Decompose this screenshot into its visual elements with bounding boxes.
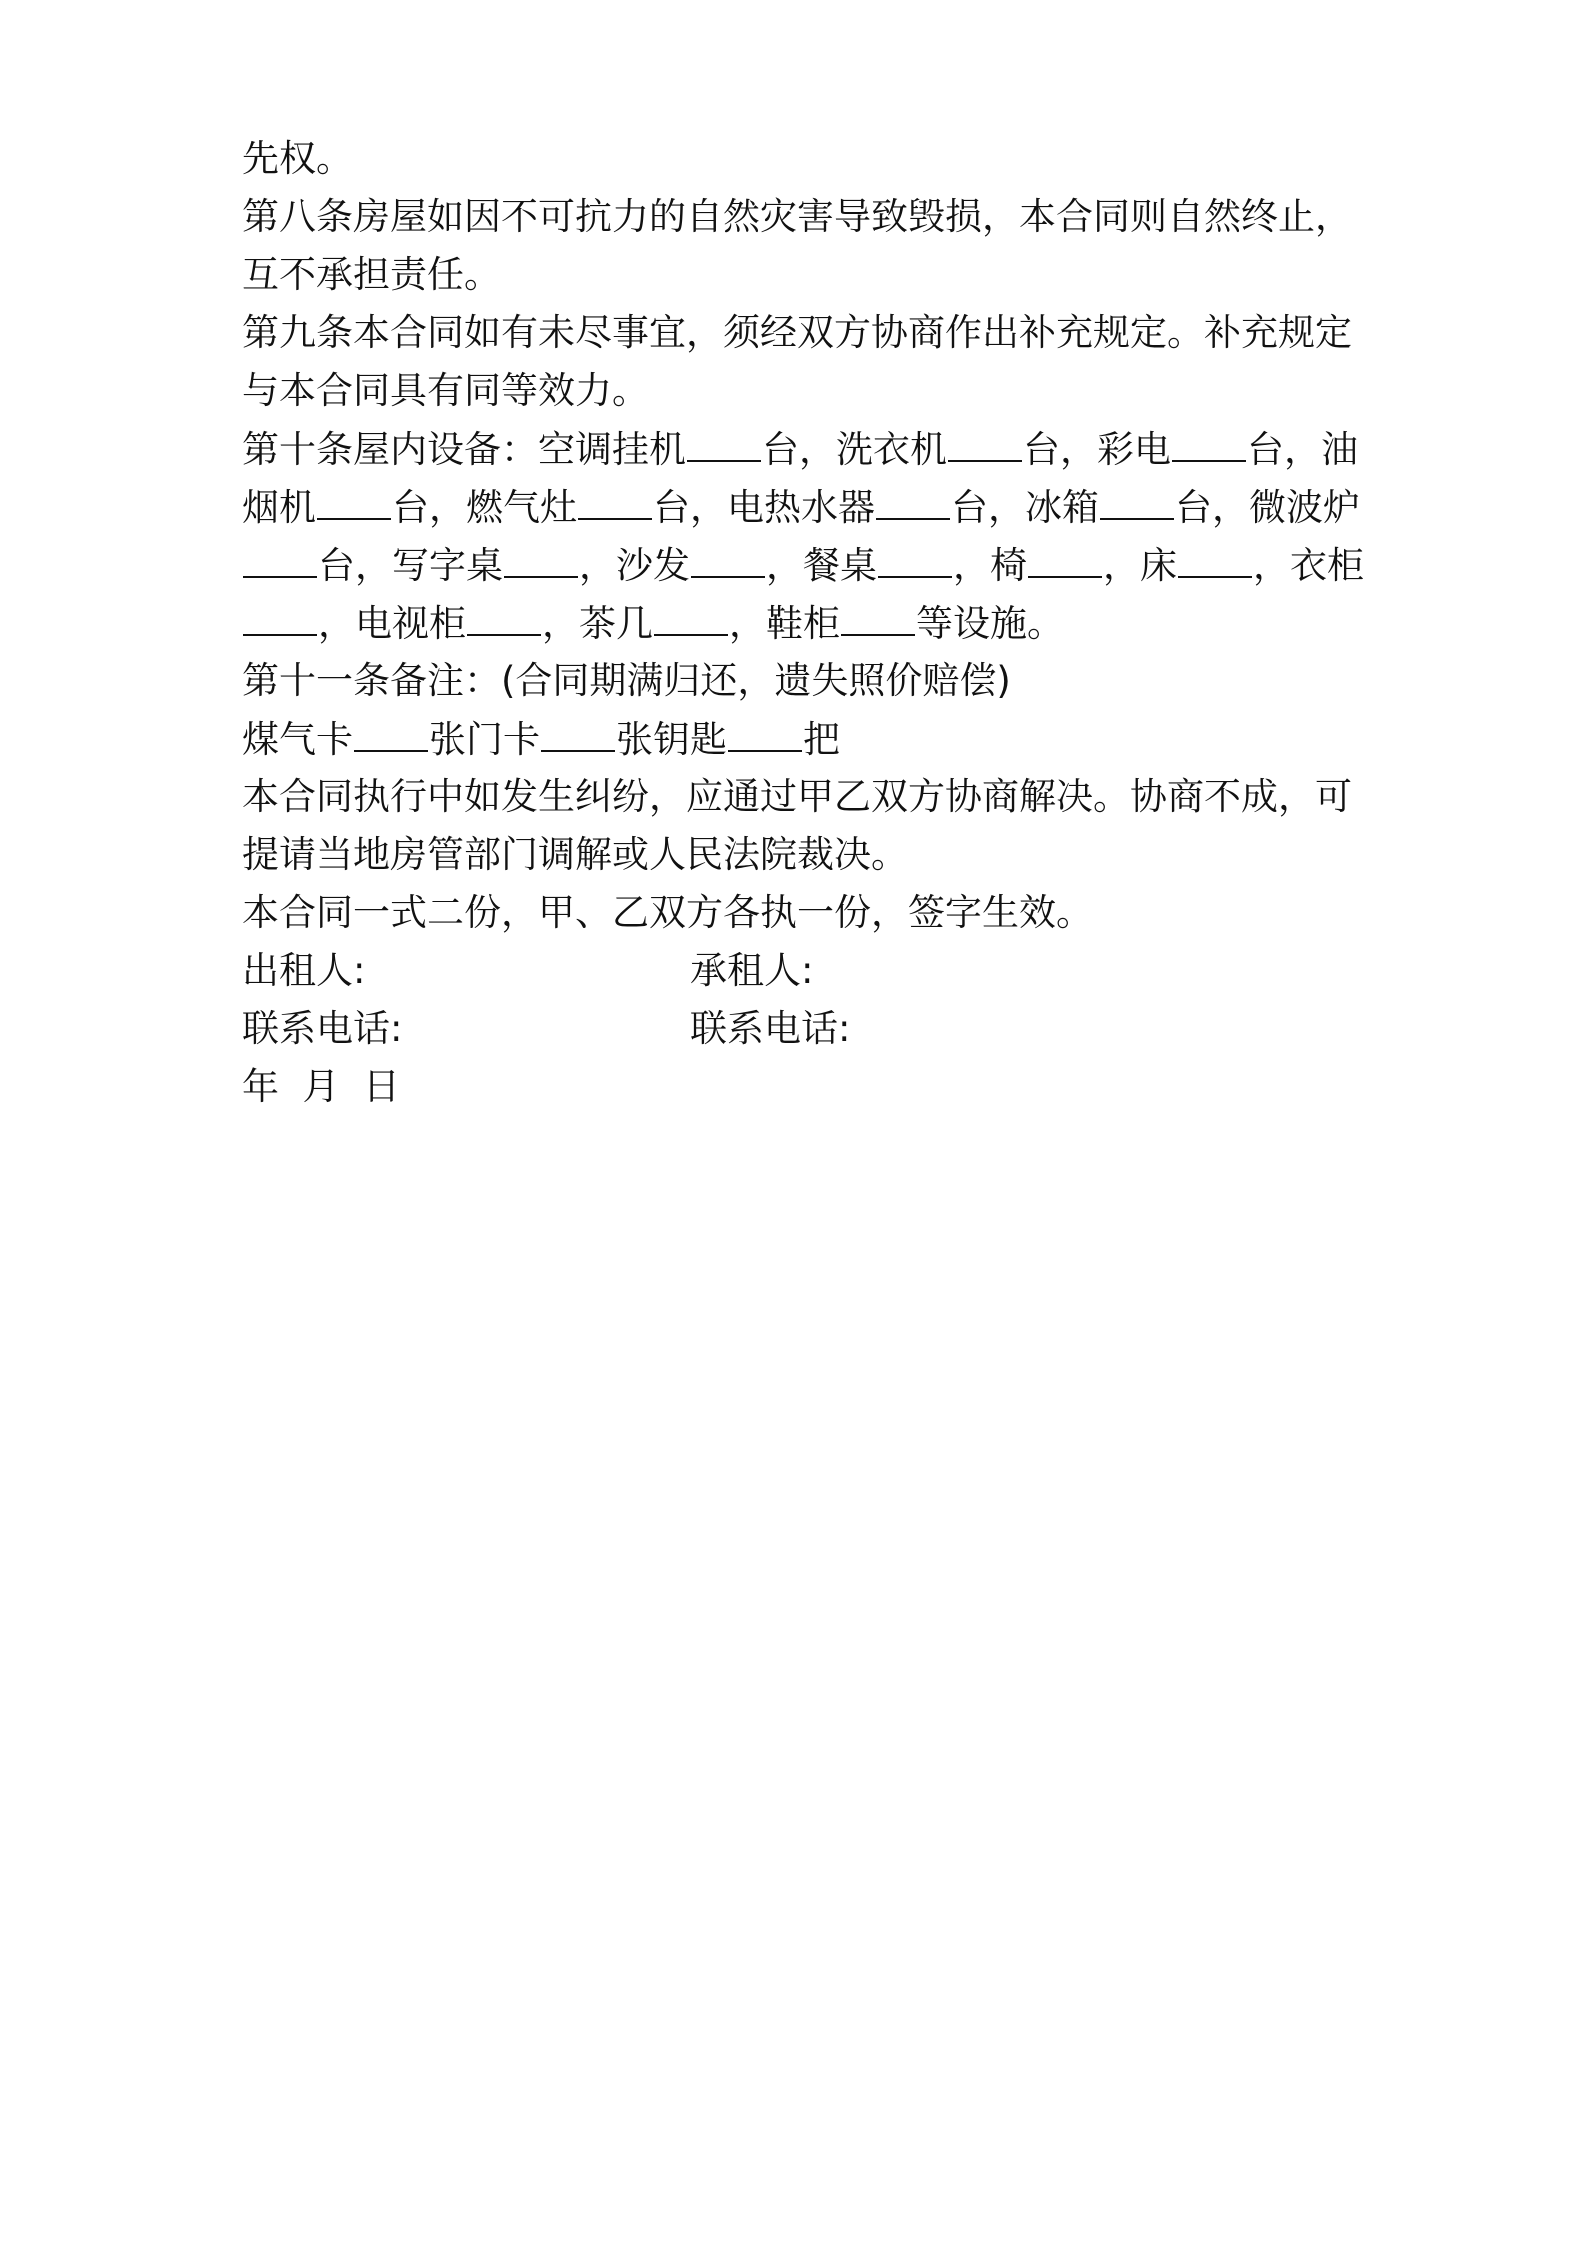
article-10-line-4 xyxy=(242,598,1352,649)
equipment-text: ，餐桌 xyxy=(766,544,877,587)
equipment-text: ，鞋柜 xyxy=(729,602,840,645)
blank-field[interactable] xyxy=(467,598,541,636)
equipment-text: 台，写字桌 xyxy=(318,544,503,587)
blank-field[interactable] xyxy=(504,540,578,578)
paragraph-line: 先权。 xyxy=(242,137,353,180)
article-9-line-2: 与本合同具有同等效力。 xyxy=(242,369,649,412)
blank-field[interactable] xyxy=(354,714,428,752)
blank-field[interactable] xyxy=(654,598,728,636)
article-10-line-3 xyxy=(242,540,1364,591)
article-9-line-1: 第九条本合同如有未尽事宜，须经双方协商作出补充规定。补充规定 xyxy=(242,311,1352,354)
item-text: 张门卡 xyxy=(429,718,540,761)
dispute-line-1: 本合同执行中如发生纠纷，应通过甲乙双方协商解决。协商不成，可 xyxy=(242,775,1352,818)
article-10-line-2 xyxy=(242,482,1360,533)
article-8-line-2: 互不承担责任。 xyxy=(242,253,501,296)
equipment-text: 台，冰箱 xyxy=(951,486,1099,529)
lessee-label: 承租人: xyxy=(690,949,814,992)
article-11-line-2 xyxy=(242,714,1352,765)
equipment-text: ，沙发 xyxy=(579,544,690,587)
article-10-line-1 xyxy=(242,424,1358,475)
blank-field[interactable] xyxy=(243,540,317,578)
blank-field[interactable] xyxy=(878,540,952,578)
equipment-text: ，茶几 xyxy=(542,602,653,645)
equipment-text: 等设施。 xyxy=(916,602,1064,645)
date-label: 年 月 日 xyxy=(242,1065,401,1108)
lessor-label: 出租人: xyxy=(242,949,366,992)
blank-field[interactable] xyxy=(691,540,765,578)
blank-field[interactable] xyxy=(687,424,761,462)
equipment-text: 台，电热水器 xyxy=(653,486,875,529)
equipment-text: ，床 xyxy=(1103,544,1177,587)
equipment-text: 台，洗衣机 xyxy=(762,428,947,471)
item-text: 把 xyxy=(803,718,840,761)
equipment-text: 台，油 xyxy=(1247,428,1358,471)
item-text: 张钥匙 xyxy=(616,718,727,761)
lessor-phone-label: 联系电话: xyxy=(242,1007,403,1050)
equipment-text: 第十条屋内设备：空调挂机 xyxy=(242,428,686,471)
blank-field[interactable] xyxy=(876,482,950,520)
blank-field[interactable] xyxy=(1172,424,1246,462)
equipment-text: 台，燃气灶 xyxy=(392,486,577,529)
dispute-line-2: 提请当地房管部门调解或人民法院裁决。 xyxy=(242,833,908,876)
equipment-text: 烟机 xyxy=(242,486,316,529)
blank-field[interactable] xyxy=(541,714,615,752)
blank-field[interactable] xyxy=(1178,540,1252,578)
article-8-line-1: 第八条房屋如因不可抗力的自然灾害导致毁损，本合同则自然终止， xyxy=(242,195,1352,238)
equipment-text: ，椅 xyxy=(953,544,1027,587)
blank-field[interactable] xyxy=(841,598,915,636)
blank-field[interactable] xyxy=(578,482,652,520)
blank-field[interactable] xyxy=(948,424,1022,462)
copies-line: 本合同一式二份，甲、乙双方各执一份，签字生效。 xyxy=(242,891,1093,934)
article-11-line-1: 第十一条备注：(合同期满归还，遗失照价赔偿) xyxy=(242,659,1011,702)
blank-field[interactable] xyxy=(243,598,317,636)
item-text: 煤气卡 xyxy=(242,718,353,761)
equipment-text: 台，彩电 xyxy=(1023,428,1171,471)
blank-field[interactable] xyxy=(317,482,391,520)
blank-field[interactable] xyxy=(728,714,802,752)
equipment-text: 台，微波炉 xyxy=(1175,486,1360,529)
equipment-text: ，衣柜 xyxy=(1253,544,1364,587)
blank-field[interactable] xyxy=(1100,482,1174,520)
blank-field[interactable] xyxy=(1028,540,1102,578)
equipment-text: ，电视柜 xyxy=(318,602,466,645)
lessee-phone-label: 联系电话: xyxy=(690,1007,851,1050)
